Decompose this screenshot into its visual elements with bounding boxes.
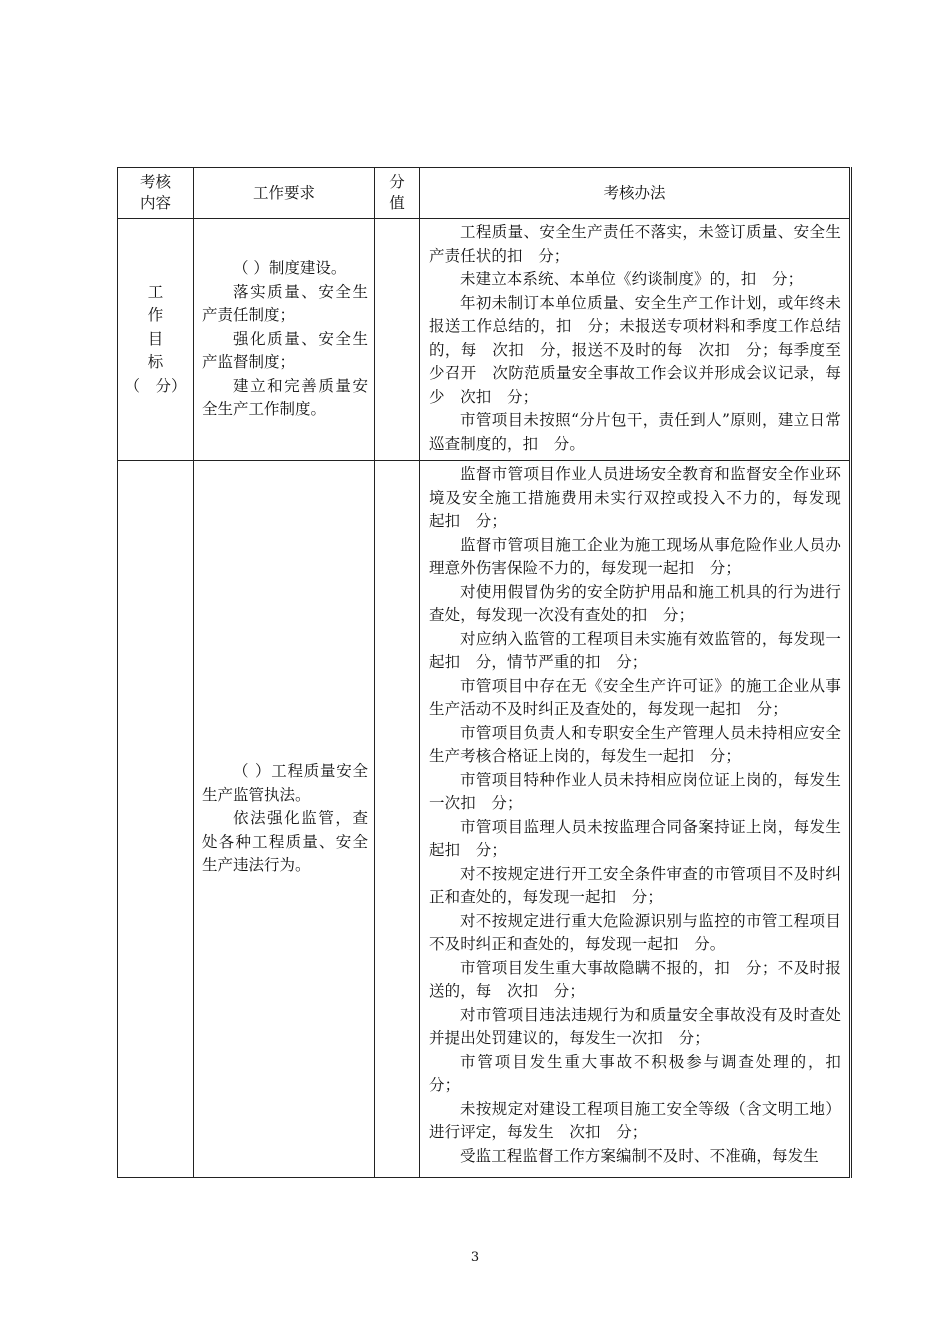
header-content-line: 考核 <box>139 173 171 191</box>
score-cell <box>375 219 420 461</box>
method-cell <box>420 461 857 1178</box>
method-item: 市管项目监理人员未按监理合同备案持证上岗，每发生 起扣 分； <box>429 817 857 859</box>
content-char: 工 <box>147 282 164 301</box>
method-cell <box>420 219 851 461</box>
requirement-cell <box>194 219 375 461</box>
method-item: 监督市管项目施工企业为施工现场从事危险作业人员办理意外伤害保险不力的，每发现一起扣 分； <box>429 535 841 577</box>
table-header-row <box>118 168 851 219</box>
content-char: 目 <box>147 329 164 348</box>
method-item: 年初未制订本单位质量、安全生产工作计划，或年终未报送工作总结的，扣 分；未报送专项材料和季度工作总结的，每 次扣 分，报送不及时的每 次扣 分；每季度至少召开 次防范质量安全事故工作会议并形成会议记录，每少 次扣 分； <box>429 293 841 406</box>
method-item: 市管项目发生重大事故不积极参与调查处理的，扣 分； <box>429 1052 857 1094</box>
method-item: 工程质量、安全生产责任不落实，未签订质量、安全生产责任状的扣 分； <box>429 223 841 265</box>
table-row <box>118 461 851 1178</box>
page-number: 3 <box>470 1250 480 1265</box>
method-item: 市管项目发生重大事故隐瞒不报的，扣 分；不及时报送的，每 次扣 分； <box>429 958 841 1000</box>
method-item: 对应纳入监管的工程项目未实施有效监管的，每发现一起扣 分，情节严重的扣 分； <box>429 629 841 671</box>
header-score <box>375 168 420 219</box>
header-score-line: 分 <box>389 173 405 191</box>
method-item: 市管项目未按照“分片包干，责任到人”原则，建立日常巡查制度的，扣 分。 <box>429 411 841 453</box>
method-item: 市管项目中存在无《安全生产许可证》的施工企业从事生产活动不及时纠正及查处的，每发现一起扣 分； <box>429 676 841 718</box>
assessment-table <box>117 167 857 1178</box>
header-content <box>118 168 194 219</box>
header-score-line: 值 <box>389 194 405 212</box>
score-cell <box>375 461 420 1178</box>
header-content-line: 内容 <box>139 194 171 212</box>
method-item: 市管项目特种作业人员未持相应岗位证上岗的，每发生一次扣 分； <box>429 770 841 812</box>
method-item: 对不按规定进行重大危险源识别与监控的市管工程项目不及时纠正和查处的，每发现一起扣 分。 <box>429 911 841 953</box>
method-item: 市管项目负责人和专职安全生产管理人员未持相应安全生产考核合格证上岗的，每发生一起扣 分； <box>429 723 841 765</box>
method-item: 对不按规定进行开工安全条件审查的市管项目不及时纠正和查处的，每发现一起扣 分； <box>429 864 841 906</box>
content-cell <box>118 219 194 461</box>
content-char: （ 分） <box>124 376 187 395</box>
method-item: 监督市管项目作业人员进场安全教育和监督安全作业环境及安全施工措施费用未实行双控或投入不力的，每发现 起扣 分； <box>429 465 857 530</box>
requirement-cell <box>194 461 375 1178</box>
requirement-item: （ ）工程质量安全生产监管执法。 <box>202 762 368 804</box>
requirement-item: 落实质量、安全生产责任制度； <box>202 282 368 325</box>
method-item: 未建立本系统、本单位《约谈制度》的，扣 分； <box>460 270 804 288</box>
content-cell <box>118 461 194 1178</box>
requirement-item: （ ）制度建设。 <box>233 259 347 278</box>
requirement-item: 依法强化监管，查处各种工程质量、安全生产违法行为。 <box>202 809 368 875</box>
method-item: 对市管项目违法违规行为和质量安全事故没有及时查处并提出处罚建议的，每发生一次扣 分； <box>429 1005 841 1047</box>
header-requirement: 工作要求 <box>194 168 375 219</box>
header-method: 考核办法 <box>420 168 851 219</box>
content-char: 作 <box>147 306 164 325</box>
content-char: 标 <box>147 353 164 372</box>
requirement-item: 强化质量、安全生产监督制度； <box>202 329 368 372</box>
method-item: 对使用假冒伪劣的安全防护用品和施工机具的行为进行查处，每发现一次没有查处的扣 分； <box>429 582 841 624</box>
method-item: 未按规定对建设工程项目施工安全等级（含文明工地）进行评定，每发生 次扣 分； <box>429 1099 841 1141</box>
requirement-item: 建立和完善质量安全生产工作制度。 <box>202 376 368 419</box>
method-item: 受监工程监督工作方案编制不及时、不准确，每发生 <box>460 1146 819 1165</box>
table-row <box>118 219 851 461</box>
